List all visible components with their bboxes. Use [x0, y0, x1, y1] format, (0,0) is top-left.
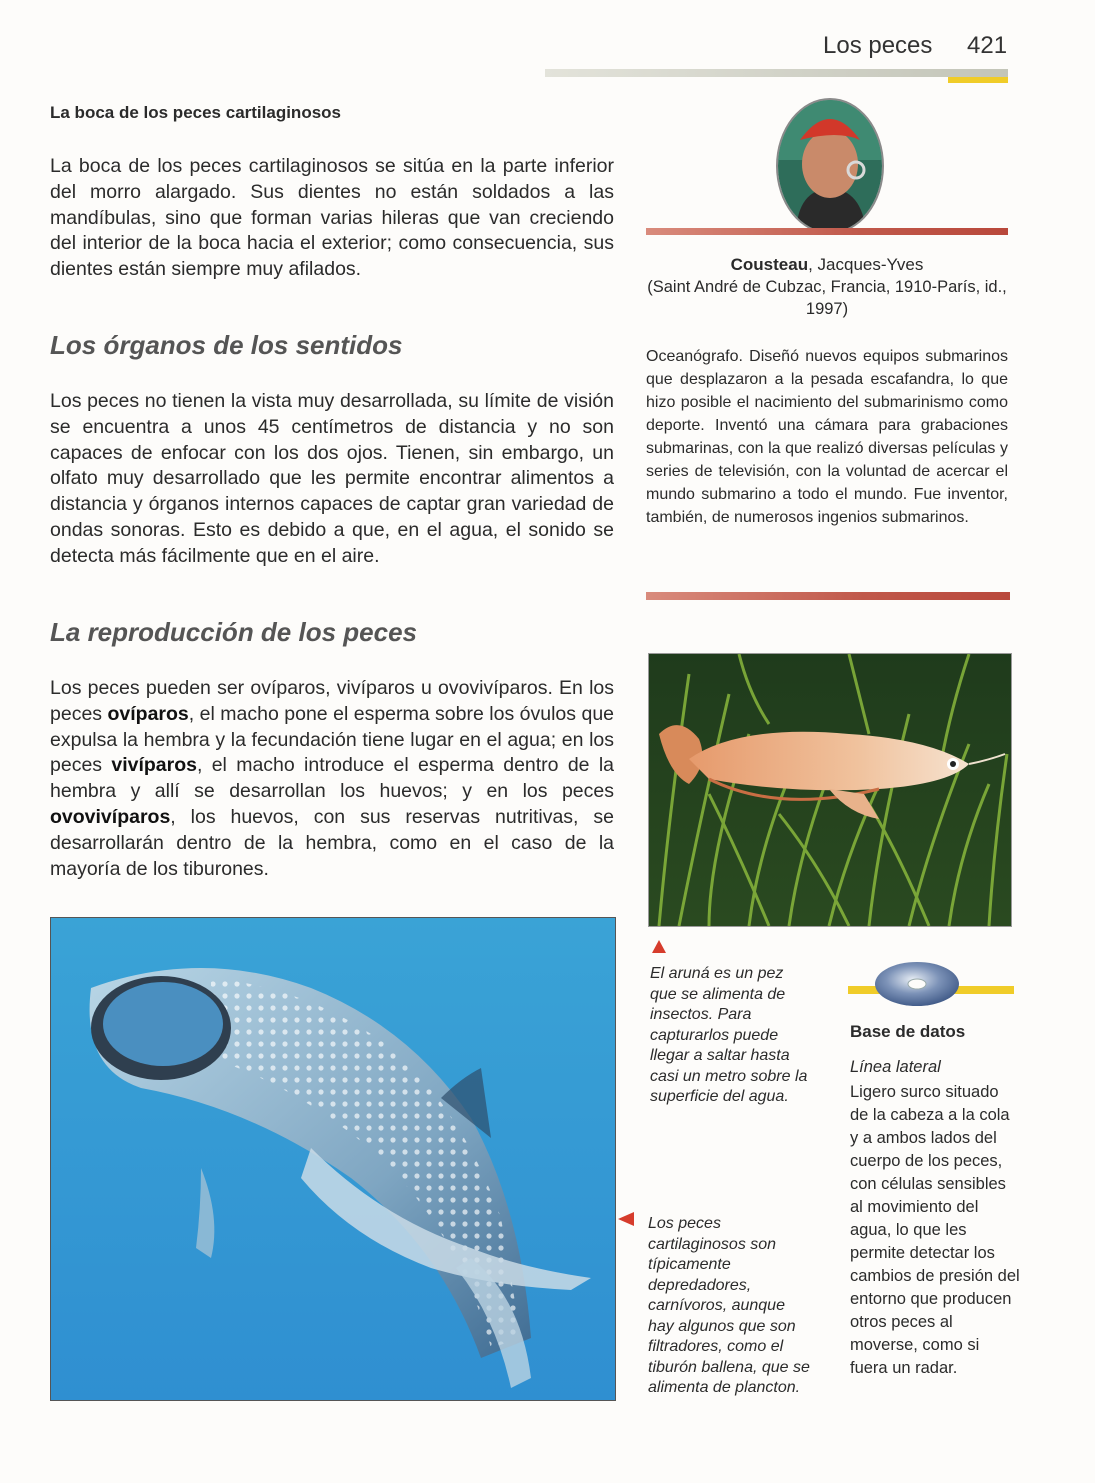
database-term: Línea lateral [850, 1058, 941, 1076]
bio-dates: (Saint André de Cubzac, Francia, 1910-París, id., 1997) [647, 278, 1007, 318]
term-viviparous: vivíparos [111, 754, 197, 777]
database-title: Base de datos [850, 1022, 966, 1041]
section-title-senses: Los órganos de los sentidos [50, 330, 403, 360]
paragraph-senses: Los peces no tienen la vista muy desarrollada, su límite de visión se encuentra a unos 45 centímetros de distancia y no son capaces de enfocar con los dos ojos. Tienen, sin embargo, un olfato muy desarrollado que les permite encontrar alimentos a distancia y órganos internos capaces de captar gran variedad de ondas sonoras. Esto es debido a que, en el agua, el sonido se detecta más fácilmente que en el aire. [50, 390, 614, 567]
caption-arrow-up-icon [652, 940, 666, 953]
bio-given-names: , Jacques-Yves [808, 255, 924, 274]
text-run: , el macho introduce el esperma dentro de la hembra y allí se desarrollan los huevos; y en los peces [50, 754, 614, 803]
subheading-mouth: La boca de los peces cartilaginosos [50, 103, 341, 122]
bio-name [646, 254, 1008, 276]
section-title-reproduction: La reproducción de los peces [50, 617, 417, 647]
aruana-photo [648, 653, 1012, 927]
bio-text: Oceanógrafo. Diseñó nuevos equipos submarinos que desplazaron a la pesada escafandra, lo que hizo posible el nacimiento del submarinismo como deporte. Inventó una cámara para grabaciones submarinas, con la que realizó diversas películas y series de televisión, con la voluntad de acercar el mundo submarino a todo el mundo. Fue inventor, también, de numerosos ingenios submarinos. [646, 348, 1008, 526]
bio-bottom-rule [646, 592, 1010, 600]
page-number: 421 [967, 32, 1008, 59]
running-header-title: Los peces [823, 32, 933, 59]
caption-aruana: El aruná es un pez que se alimenta de insectos. Para capturarlos puede llegar a saltar hasta casi un metro sobre la superficie del agua. [650, 965, 808, 1105]
cd-disc-icon [874, 961, 960, 1007]
bio-top-rule [646, 228, 1008, 235]
header-rule [545, 69, 1008, 77]
whale-shark-photo [50, 917, 616, 1401]
header-accent-bar [948, 77, 1008, 83]
text-run: Los peces pueden ser ovíparos, vivíparos u ovovivíparos. En los peces [50, 677, 614, 725]
term-oviparous: ovíparos [107, 702, 189, 725]
caption-arrow-left-icon [618, 1212, 634, 1226]
text-run: , el macho pone el esperma sobre los óvulos que expulsa la hembra y la fecundación tiene lugar en el agua; en los peces [50, 702, 615, 777]
database-definition: Ligero surco situado de la cabeza a la cola y a ambos lados del cuerpo de los peces, con células sensibles al movimiento del agua, lo que les permite detectar los cambios de presión del entorno que producen otros peces al moverse, como si fuera un radar. [850, 1083, 1020, 1377]
text-run: , los huevos, con sus reservas nutritivas, se desarrollarán dentro de la hembra, como en el caso de la mayoría de los tiburones. [50, 805, 614, 880]
caption-whale-shark: Los peces cartilaginosos son típicamente depredadores, carnívoros, aunque hay algunos que son filtradores, como el tiburón ballena, que se alimenta de plancton. [648, 1215, 810, 1396]
term-ovoviviparous: ovovivíparos [50, 805, 171, 828]
paragraph-mouth: La boca de los peces cartilaginosos se sitúa en la parte inferior del morro alargado. Sus dientes no están soldados a las mandíbulas, sino que forman varias hileras que van creciendo del interior de la boca hacia el exterior; como consecuencia, sus dientes están siempre muy afilados. [50, 155, 614, 281]
bio-surname: Cousteau [730, 255, 809, 274]
cousteau-portrait [776, 98, 884, 234]
paragraph-reproduction [50, 676, 614, 882]
